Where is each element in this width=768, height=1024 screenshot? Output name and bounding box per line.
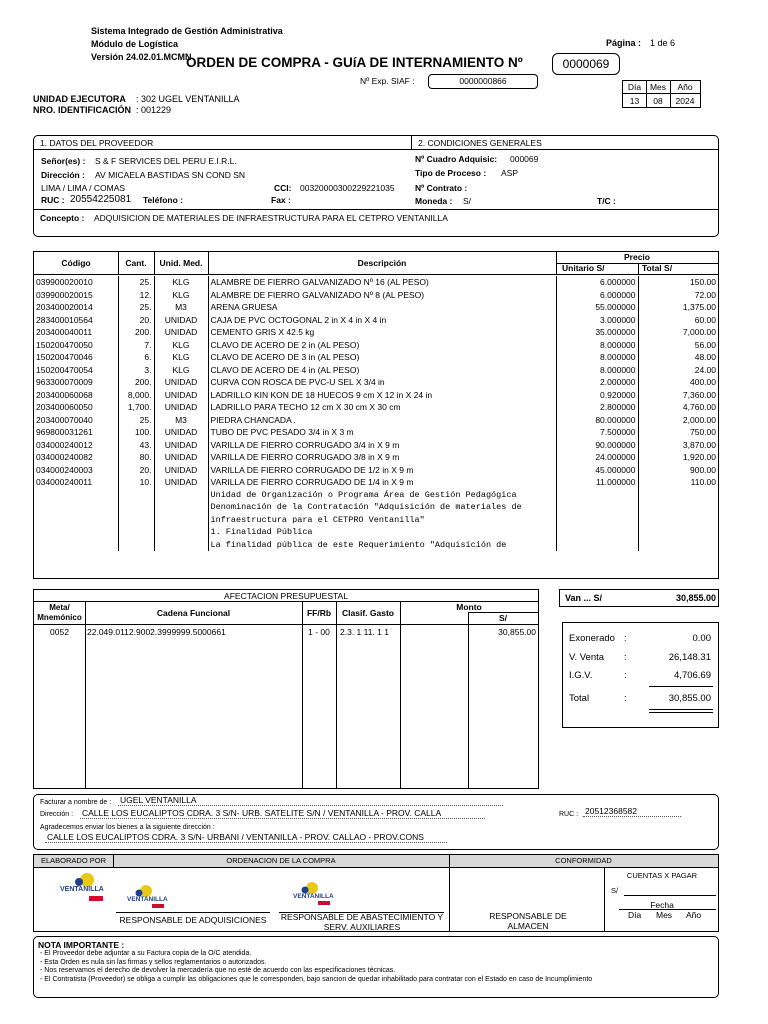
resp-adquisiciones: RESPONSABLE DE ADQUISICIONES (119, 915, 267, 925)
empty-cell (154, 489, 208, 502)
elaborado-header: ELABORADO POR (40, 856, 107, 865)
resp-abastecimiento: RESPONSABLE DE ABASTECIMIENTO Y SERV. AUXILIARES (280, 912, 444, 932)
empty-cell (638, 514, 718, 527)
item-cant: 3. (118, 364, 154, 377)
item-descripcion: ALAMBRE DE FIERRO GALVANIZADO Nº 8 (AL PESO) (208, 289, 556, 302)
empty-cell (556, 489, 638, 502)
billing-ruc-value: 20512368582 (585, 806, 638, 816)
table-note-row (34, 526, 718, 539)
billing-direccion-value: CALLE LOS EUCALIPTOS CDRA. 3 S/N- URB. SATELITE S/N / VENTANILLA - PROV. CALLA (82, 808, 442, 818)
item-cant: 8,000. (118, 389, 154, 402)
venta-colon: : (624, 652, 627, 663)
van-value: 30,855.00 (675, 593, 716, 603)
table-row (34, 289, 718, 302)
item-cant: 25. (118, 276, 154, 289)
budget-meta-label: Meta/ Mnemónico (37, 603, 82, 622)
van-label: Van ... S/ (565, 593, 603, 603)
ruc-value: 20554225081 (70, 194, 132, 205)
item-total: 60.00 (694, 314, 716, 325)
items-table (33, 251, 719, 579)
provider-section (33, 135, 719, 237)
item-codigo: 969800031261 (34, 426, 118, 439)
notes-lines (40, 950, 592, 984)
empty-cell (118, 514, 154, 527)
billing-ruc-label: RUC : (559, 811, 579, 818)
notes-section (33, 936, 719, 998)
item-note-line: Denominación de la Contratación "Adquisición de materiales de (208, 501, 556, 514)
note-line: - El Contratista (Proveedor) se obliga a cumplir las obligaciones que le corresponden, bajo sancion de quedar inhabilitado para contratar con el Estado en caso de Incumplimiento (40, 975, 593, 983)
ordenacion-header: ORDENACION DE LA COMPRA (226, 856, 336, 865)
item-cant: 12. (118, 289, 154, 302)
item-unitario: 6.000000 (556, 276, 638, 289)
unidad-value: : 302 UGEL VENTANILLA (136, 94, 240, 104)
tipo-label: Tipo de Proceso : (415, 168, 487, 178)
item-unitario: 0.920000 (556, 389, 638, 402)
item-unid: UNIDAD (154, 476, 208, 489)
empty-cell (638, 489, 718, 502)
item-codigo: 203400060068 (34, 389, 118, 402)
exp-siaf-box (428, 74, 538, 89)
table-row (34, 464, 718, 477)
empty-cell (34, 489, 118, 502)
item-unid: UNIDAD (154, 426, 208, 439)
item-total: 900.00 (690, 464, 716, 475)
empty-cell (556, 539, 638, 552)
empty-cell (34, 526, 118, 539)
item-note-line: 1. Finalidad Pública (208, 526, 556, 539)
item-unid: M3 (154, 414, 208, 427)
cuadro-value: 000069 (510, 154, 539, 164)
document-title: ORDEN DE COMPRA - GUíA DE INTERNAMIENTO Nº (186, 55, 523, 70)
date-year: 2024 (675, 96, 695, 106)
telefono-label: Teléfono : (143, 195, 183, 205)
empty-cell (118, 539, 154, 552)
cci-label: CCI: (274, 183, 292, 193)
item-unid: UNIDAD (154, 401, 208, 414)
facturar-value: UGEL VENTANILLA (120, 795, 197, 805)
provider-section-title: 1. DATOS DEL PROVEEDOR (40, 138, 154, 148)
empty-cell (556, 501, 638, 514)
budget-cadena-label: Cadena Funcional (156, 608, 231, 618)
senor-label: Señor(es) : (41, 156, 86, 166)
item-total: 56.00 (694, 339, 716, 350)
exonerado-label: Exonerado (569, 633, 615, 644)
empty-cell (118, 489, 154, 502)
cuadro-label: Nº Cuadro Adquisic: (415, 154, 498, 164)
table-row (34, 389, 718, 402)
item-cant: 100. (118, 426, 154, 439)
item-cant: 7. (118, 339, 154, 352)
table-row (34, 276, 718, 289)
item-unid: KLG (154, 339, 208, 352)
item-note-line: infraestructura para el CETPRO Ventanilla" (208, 514, 556, 527)
item-total: 110.00 (690, 477, 716, 487)
item-descripcion: LADRILLO KIN KON DE 18 HUECOS 9 cm X 12 in X 24 in (208, 389, 556, 402)
item-total: 4,760.00 (682, 402, 716, 412)
item-codigo: 150200470054 (34, 364, 118, 377)
item-descripcion: VARILLA DE FIERRO CORRUGADO 3/4 in X 9 m (208, 439, 556, 452)
date-day: 13 (629, 96, 640, 106)
date-day-label: Día (627, 82, 642, 92)
item-unid: KLG (154, 351, 208, 364)
cci-value: 00320000300229221035 (300, 183, 395, 193)
item-unitario: 3.000000 (556, 314, 638, 327)
table-row (34, 326, 718, 339)
empty-cell (638, 526, 718, 539)
fax-label: Fax : (271, 195, 291, 205)
direccion-label: Dirección : (41, 170, 85, 180)
table-row (34, 301, 718, 314)
item-descripcion: VARILLA DE FIERRO CORRUGADO 3/8 in X 9 m (208, 451, 556, 464)
item-codigo: 034000240012 (34, 439, 118, 452)
page-label: Página : (606, 38, 642, 48)
total-label: Total (569, 693, 590, 704)
item-unid: UNIDAD (154, 389, 208, 402)
total-colon: : (624, 693, 627, 704)
concepto-value: ADQUISICION DE MATERIALES DE INFRAESTRUCTURA PARA EL CETPRO VENTANILLA (94, 213, 448, 223)
item-total: 7,360.00 (682, 389, 716, 400)
empty-cell (154, 539, 208, 552)
item-descripcion: VARILLA DE FIERRO CORRUGADO DE 1/2 in X 9 m (208, 464, 556, 477)
empty-cell (154, 514, 208, 527)
item-total: 1,375.00 (682, 302, 716, 312)
item-unitario: 11.000000 (556, 476, 638, 489)
empty-cell (638, 539, 718, 552)
empty-cell (154, 501, 208, 514)
note-line: - El Proveedor debe adjuntar a su Factura copia de la O/C atendida. (40, 950, 252, 957)
date-month-label: Mes (649, 82, 667, 92)
concepto-label: Concepto : (40, 213, 85, 223)
empty-cell (118, 526, 154, 539)
empty-cell (34, 514, 118, 527)
item-cant: 10. (118, 476, 154, 489)
table-note-row (34, 501, 718, 514)
ugel-logo-2-text: VENTANILLA (127, 896, 168, 903)
cuentas-currency: S/ (611, 886, 619, 895)
ugel-logo (57, 870, 105, 908)
budget-monto-label: Monto (456, 602, 482, 612)
nro-label: NRO. IDENTIFICACIÓN (33, 105, 131, 115)
senor-value: S & F SERVICES DEL PERU E.I.R.L. (95, 156, 237, 166)
table-row (34, 439, 718, 452)
note-line: - Nos reservamos el derecho de devolver la mercadería que no esté de acuerdo con las especificaciones técnicas. (40, 967, 396, 975)
ugel-logo-2-flag (152, 904, 164, 908)
table-note-row (34, 489, 718, 502)
ruc-label: RUC : (41, 195, 65, 205)
exonerado-value: 0.00 (692, 633, 711, 644)
item-codigo: 039900020015 (34, 289, 118, 302)
item-unid: UNIDAD (154, 464, 208, 477)
budget-ffrb: 1 - 00 (308, 627, 330, 637)
order-number-box (552, 53, 620, 75)
empty-cell (556, 526, 638, 539)
item-codigo: 203400020014 (34, 301, 118, 314)
table-row (34, 401, 718, 414)
item-total: 750.00 (690, 427, 716, 437)
item-unitario: 6.000000 (556, 289, 638, 302)
item-cant: 43. (118, 439, 154, 452)
conformidad-header: CONFORMIDAD (555, 856, 612, 865)
item-cant: 20. (118, 314, 154, 327)
items-body (34, 276, 718, 551)
ugel-logo-3-text: VENTANILLA (293, 893, 334, 900)
order-number: 0000069 (562, 57, 610, 71)
ugel-logo-flag (89, 896, 103, 901)
item-codigo: 034000240082 (34, 451, 118, 464)
tc-label: T/C : (597, 196, 616, 206)
item-unitario: 90.000000 (556, 439, 638, 452)
igv-colon: : (624, 670, 627, 681)
contrato-label: Nº Contrato : (415, 183, 468, 193)
module-name: Módulo de Logística (91, 39, 178, 49)
col-precio: Precio (624, 252, 650, 262)
item-total: 3,870.00 (682, 439, 716, 450)
item-codigo: 283400010564 (34, 314, 118, 327)
item-unitario: 45.000000 (556, 464, 638, 477)
item-descripcion: CLAVO DE ACERO DE 2 in (AL PESO) (208, 339, 556, 352)
budget-meta: 0052 (50, 627, 69, 637)
fecha-anio: Año (686, 910, 702, 920)
notes-title: NOTA IMPORTANTE : (38, 940, 125, 950)
item-codigo: 039900020010 (34, 276, 118, 289)
item-total: 7,000.00 (682, 327, 716, 337)
billing-direccion-label: Dirección : (40, 811, 74, 818)
item-descripcion: CAJA DE PVC OCTOGONAL 2 in X 4 in X 4 in (208, 314, 556, 327)
col-unid: Unid. Med. (159, 258, 203, 268)
item-unitario: 7.500000 (556, 426, 638, 439)
version-label: Versión 24.02.01.MCMN (91, 52, 192, 62)
empty-cell (34, 501, 118, 514)
ciudad-value: LIMA / LIMA / COMAS (41, 183, 126, 193)
item-codigo: 034000240011 (34, 476, 118, 489)
budget-monto: 30,855.00 (498, 627, 536, 637)
moneda-label: Moneda : (415, 196, 453, 206)
item-codigo: 203400060050 (34, 401, 118, 414)
moneda-value: S/ (463, 196, 472, 206)
item-unitario: 24.000000 (556, 451, 638, 464)
item-descripcion: VARILLA DE FIERRO CORRUGADO DE 1/4 in X 9 m (208, 476, 556, 489)
item-unitario: 80.000000 (556, 414, 638, 427)
resp-almacen: RESPONSABLE DE ALMACEN (489, 911, 567, 931)
agradecemos-value: CALLE LOS EUCALIPTOS CDRA. 3 S/N- URBANI / VENTANILLA - PROV. CALLAO - PROV.CONS (47, 832, 424, 842)
table-row (34, 414, 718, 427)
item-descripcion: TUBO DE PVC PESADO 3/4 in X 3 m (208, 426, 556, 439)
budget-clasif-label: Clasif. Gasto (342, 608, 394, 618)
col-codigo: Código (61, 258, 91, 268)
item-total: 400.00 (690, 377, 716, 387)
agradecemos-label: Agradecemos enviar los bienes a la siguiente dirección : (40, 824, 215, 831)
item-unitario: 2.800000 (556, 401, 638, 414)
table-row (34, 351, 718, 364)
item-cant: 200. (118, 326, 154, 339)
item-unid: UNIDAD (154, 376, 208, 389)
col-descripcion: Descripción (357, 258, 407, 268)
tipo-value: ASP (501, 168, 519, 178)
system-name: Sistema Integrado de Gestión Administrativa (91, 26, 283, 36)
cuentas-pagar: CUENTAS X PAGAR (626, 871, 698, 880)
date-month: 08 (653, 96, 663, 106)
venta-value: 26,148.31 (668, 652, 711, 663)
item-descripcion: ALAMBRE DE FIERRO GALVANIZADO Nº 16 (AL PESO) (208, 276, 556, 289)
col-unitario: Unitario S/ (562, 263, 605, 273)
facturar-label: Facturar a nombre de : (40, 799, 112, 806)
igv-value: 4,706.69 (674, 670, 711, 681)
budget-ffrb-label: FF/Rb (306, 608, 332, 618)
item-cant: 25. (118, 301, 154, 314)
van-box (559, 589, 719, 607)
exonerado-colon: : (624, 633, 627, 644)
table-row (34, 364, 718, 377)
item-cant: 200. (118, 376, 154, 389)
item-unid: KLG (154, 276, 208, 289)
signatures-section (33, 854, 719, 932)
table-row (34, 476, 718, 489)
total-value: 30,855.00 (668, 693, 711, 704)
item-unitario: 8.000000 (556, 339, 638, 352)
col-cant: Cant. (125, 258, 147, 268)
table-note-row (34, 514, 718, 527)
item-codigo: 150200470050 (34, 339, 118, 352)
empty-cell (34, 539, 118, 552)
budget-monto-currency: S/ (498, 613, 508, 623)
exp-siaf-value: 0000000866 (459, 76, 507, 86)
item-descripcion: LADRILLO PARA TECHO 12 cm X 30 cm X 30 cm (208, 401, 556, 414)
fecha-mes: Mes (656, 910, 673, 920)
item-codigo: 150200470046 (34, 351, 118, 364)
conditions-section-title: 2. CONDICIONES GENERALES (418, 138, 542, 148)
item-codigo: 963300070009 (34, 376, 118, 389)
item-descripcion: CURVA CON ROSCA DE PVC-U SEL X 3/4 in (208, 376, 556, 389)
item-cant: 20. (118, 464, 154, 477)
item-descripcion: CEMENTO GRIS X 42.5 kg (208, 326, 556, 339)
item-descripcion: ARENA GRUESA (208, 301, 556, 314)
fecha-label: Fecha (650, 900, 674, 910)
page-value: 1 de 6 (650, 38, 676, 48)
date-year-label: Año (677, 82, 693, 92)
ugel-logo-3-flag (318, 901, 330, 905)
table-note-row (34, 539, 718, 552)
venta-label: V. Venta (569, 652, 605, 663)
item-unid: KLG (154, 364, 208, 377)
table-row (34, 426, 718, 439)
item-note-line: Unidad de Organización o Programa Área de Gestión Pedagógica (208, 489, 556, 502)
empty-cell (118, 501, 154, 514)
item-unid: UNIDAD (154, 326, 208, 339)
budget-table (33, 589, 539, 789)
igv-label: I.G.V. (569, 670, 593, 681)
item-total: 150.00 (690, 277, 716, 287)
item-descripcion: PIEDRA CHANCADA . (208, 414, 556, 427)
totals-box (562, 622, 719, 728)
item-cant: 6. (118, 351, 154, 364)
item-descripcion: CLAVO DE ACERO DE 4 in (AL PESO) (208, 364, 556, 377)
col-total: Total S/ (642, 263, 673, 273)
item-codigo: 034000240003 (34, 464, 118, 477)
item-total: 1,920.00 (682, 452, 716, 462)
empty-cell (154, 526, 208, 539)
item-total: 24.00 (694, 364, 716, 375)
table-row (34, 339, 718, 352)
unidad-label: UNIDAD EJECUTORA (33, 94, 126, 104)
item-total: 48.00 (694, 352, 716, 362)
table-row (34, 376, 718, 389)
budget-title: AFECTACION PRESUPUESTAL (224, 591, 348, 601)
item-total: 2,000.00 (682, 414, 716, 425)
item-codigo: 203400070040 (34, 414, 118, 427)
item-descripcion: CLAVO DE ACERO DE 3 in (AL PESO) (208, 351, 556, 364)
item-cant: 80. (118, 451, 154, 464)
fecha-dia: Día (628, 910, 642, 920)
budget-clasif: 2.3. 1 11. 1 1 (340, 627, 389, 637)
item-unid: UNIDAD (154, 451, 208, 464)
item-unitario: 2.000000 (556, 376, 638, 389)
item-unid: M3 (154, 301, 208, 314)
billing-section (33, 794, 719, 850)
item-cant: 1,700. (118, 401, 154, 414)
note-line: - Esta Orden es nula sin las firmas y sellos reglamentarios o autorizados. (40, 958, 267, 966)
direccion-value: AV MICAELA BASTIDAS SN COND SN (95, 170, 246, 180)
empty-cell (556, 514, 638, 527)
nro-value: : 001229 (136, 105, 172, 115)
item-unid: UNIDAD (154, 439, 208, 452)
item-unitario: 8.000000 (556, 351, 638, 364)
item-unitario: 55.000000 (556, 301, 638, 314)
ugel-logo-text: VENTANILLA (60, 886, 104, 893)
item-unitario: 35.000000 (556, 326, 638, 339)
table-row (34, 314, 718, 327)
item-codigo: 203400040011 (34, 326, 118, 339)
item-unid: UNIDAD (154, 314, 208, 327)
item-cant: 25. (118, 414, 154, 427)
item-note-line: La finalidad pública de este Requerimiento "Adquisición de (208, 539, 556, 552)
table-row (34, 451, 718, 464)
empty-cell (638, 501, 718, 514)
item-unitario: 8.000000 (556, 364, 638, 377)
item-total: 72.00 (694, 289, 716, 300)
budget-cadena: 22.049.0112.9002.3999999.5000661 (87, 627, 226, 637)
date-box (622, 80, 701, 108)
exp-siaf-label: Nº Exp. SIAF : (360, 76, 415, 86)
item-unid: KLG (154, 289, 208, 302)
